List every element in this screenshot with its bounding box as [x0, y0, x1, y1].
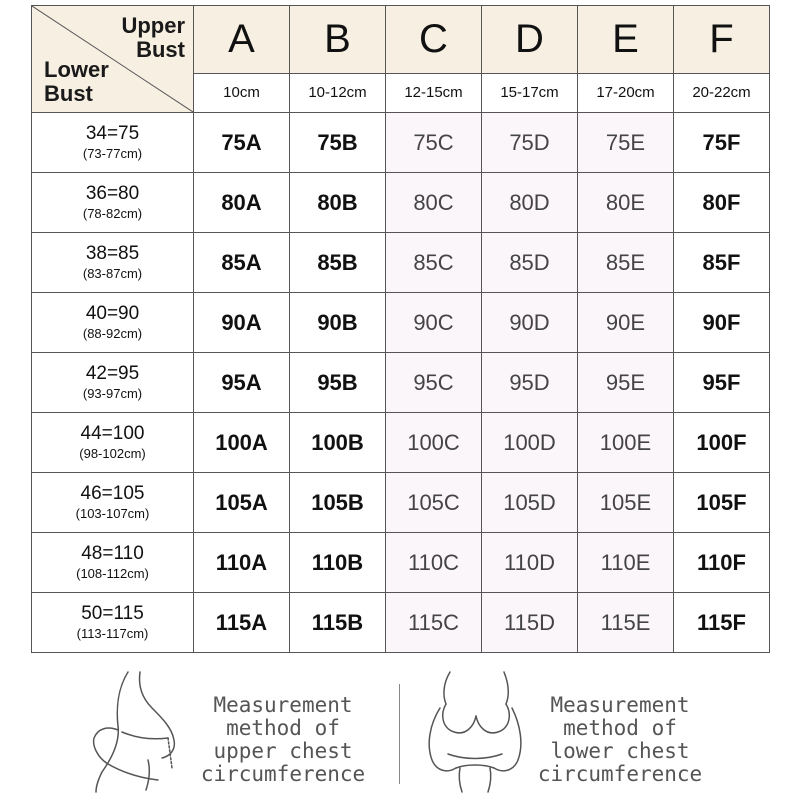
cup-header-b: B: [290, 6, 386, 74]
cup-range-e: 17-20cm: [578, 74, 674, 113]
size-cell: 95C: [386, 353, 482, 413]
cup-header-e: E: [578, 6, 674, 74]
size-cell: 85D: [482, 233, 578, 293]
size-cell: 105A: [194, 473, 290, 533]
band-size-cell: [32, 293, 194, 353]
lower-bust-line1: Lower: [44, 57, 109, 82]
size-cell: 110D: [482, 533, 578, 593]
size-cell: 95E: [578, 353, 674, 413]
size-cell: 90E: [578, 293, 674, 353]
size-cell: 100F: [674, 413, 770, 473]
size-cell: 115D: [482, 593, 578, 653]
size-cell: 80A: [194, 173, 290, 233]
size-cell: 105B: [290, 473, 386, 533]
size-cell: 110F: [674, 533, 770, 593]
band-size-range: (103-107cm): [75, 506, 150, 521]
size-cell: 95F: [674, 353, 770, 413]
size-cell: 75B: [290, 113, 386, 173]
size-cell: 80D: [482, 173, 578, 233]
size-cell: 115E: [578, 593, 674, 653]
size-cell: 110A: [194, 533, 290, 593]
lower-measure-line2: method of: [563, 716, 677, 740]
size-cell: 80C: [386, 173, 482, 233]
lower-measure-line1: Measurement: [550, 693, 690, 717]
cup-header-d: D: [482, 6, 578, 74]
lower-measure-line3: lower chest: [550, 739, 690, 763]
band-size-range: (108-112cm): [76, 566, 149, 581]
cup-range-c: 12-15cm: [386, 74, 482, 113]
size-cell: 75E: [578, 113, 674, 173]
size-cell: 90F: [674, 293, 770, 353]
band-size-label: 50=115: [81, 603, 144, 624]
band-size-range: (98-102cm): [79, 446, 146, 461]
size-cell: 85B: [290, 233, 386, 293]
corner-header-cell: [32, 6, 194, 113]
table-row: [32, 593, 770, 653]
size-cell: 100E: [578, 413, 674, 473]
band-size-range: (73-77cm): [82, 146, 143, 161]
size-cell: 75C: [386, 113, 482, 173]
band-size-label: 36=80: [85, 183, 140, 204]
band-size-cell: [32, 413, 194, 473]
upper-measure-line4: circumference: [200, 762, 366, 786]
upper-bust-label: [121, 14, 185, 62]
band-size-label: 48=110: [81, 543, 144, 564]
lower-chest-measurement-text: [520, 694, 720, 786]
size-cell: 80B: [290, 173, 386, 233]
size-cell: 95D: [482, 353, 578, 413]
band-size-label: 44=100: [80, 423, 145, 444]
band-size-range: (93-97cm): [82, 386, 143, 401]
band-size-range: (113-117cm): [76, 626, 149, 641]
band-size-cell: [32, 533, 194, 593]
cup-range-d: 15-17cm: [482, 74, 578, 113]
size-cell: 85E: [578, 233, 674, 293]
upper-chest-measurement-text: [183, 694, 383, 786]
size-cell: 75F: [674, 113, 770, 173]
table-row: [32, 113, 770, 173]
size-cell: 105D: [482, 473, 578, 533]
size-cell: 115F: [674, 593, 770, 653]
size-cell: 90C: [386, 293, 482, 353]
band-size-cell: [32, 473, 194, 533]
band-size-cell: [32, 353, 194, 413]
cup-range-b: 10-12cm: [290, 74, 386, 113]
lower-chest-measurement-figure-icon: [420, 668, 530, 794]
size-cell: 75A: [194, 113, 290, 173]
cup-header-c: C: [386, 6, 482, 74]
upper-measure-line1: Measurement: [213, 693, 353, 717]
section-divider: [399, 684, 400, 784]
band-size-range: (78-82cm): [82, 206, 143, 221]
band-size-cell: [32, 113, 194, 173]
size-cell: 110E: [578, 533, 674, 593]
cup-range-f: 20-22cm: [674, 74, 770, 113]
table-row: [32, 353, 770, 413]
size-cell: 105F: [674, 473, 770, 533]
upper-bust-line1: Upper: [121, 13, 185, 38]
size-cell: 100A: [194, 413, 290, 473]
band-size-label: 38=85: [85, 243, 140, 264]
band-size-range: (88-92cm): [82, 326, 143, 341]
size-cell: 85C: [386, 233, 482, 293]
size-cell: 75D: [482, 113, 578, 173]
lower-bust-label: [44, 58, 109, 106]
size-cell: 100C: [386, 413, 482, 473]
size-cell: 100D: [482, 413, 578, 473]
size-cell: 115B: [290, 593, 386, 653]
size-cell: 90D: [482, 293, 578, 353]
size-cell: 80E: [578, 173, 674, 233]
upper-bust-line2: Bust: [136, 37, 185, 62]
size-chart-table: [31, 5, 770, 653]
size-cell: 90B: [290, 293, 386, 353]
size-cell: 105E: [578, 473, 674, 533]
size-cell: 110B: [290, 533, 386, 593]
size-cell: 85A: [194, 233, 290, 293]
band-size-label: 46=105: [80, 483, 145, 504]
cup-header-a: A: [194, 6, 290, 74]
size-cell: 95B: [290, 353, 386, 413]
cup-letter-row: [32, 6, 770, 74]
table-row: [32, 293, 770, 353]
size-cell: 115A: [194, 593, 290, 653]
table-row: [32, 473, 770, 533]
table-row: [32, 233, 770, 293]
size-cell: 80F: [674, 173, 770, 233]
band-size-cell: [32, 593, 194, 653]
lower-measure-line4: circumference: [537, 762, 703, 786]
upper-chest-measurement-figure-icon: [88, 668, 184, 794]
size-cell: 105C: [386, 473, 482, 533]
size-cell: 110C: [386, 533, 482, 593]
size-cell: 100B: [290, 413, 386, 473]
table-row: [32, 533, 770, 593]
cup-header-f: F: [674, 6, 770, 74]
band-size-cell: [32, 173, 194, 233]
cup-range-a: 10cm: [194, 74, 290, 113]
table-row: [32, 413, 770, 473]
size-cell: 90A: [194, 293, 290, 353]
band-size-range: (83-87cm): [82, 266, 143, 281]
band-size-label: 34=75: [85, 123, 140, 144]
band-size-cell: [32, 233, 194, 293]
band-size-label: 40=90: [85, 303, 140, 324]
size-cell: 85F: [674, 233, 770, 293]
upper-measure-line2: method of: [226, 716, 340, 740]
band-size-label: 42=95: [85, 363, 140, 384]
lower-bust-line2: Bust: [44, 81, 93, 106]
table-row: [32, 173, 770, 233]
upper-measure-line3: upper chest: [213, 739, 353, 763]
size-cell: 115C: [386, 593, 482, 653]
size-rows: [32, 113, 770, 653]
size-cell: 95A: [194, 353, 290, 413]
